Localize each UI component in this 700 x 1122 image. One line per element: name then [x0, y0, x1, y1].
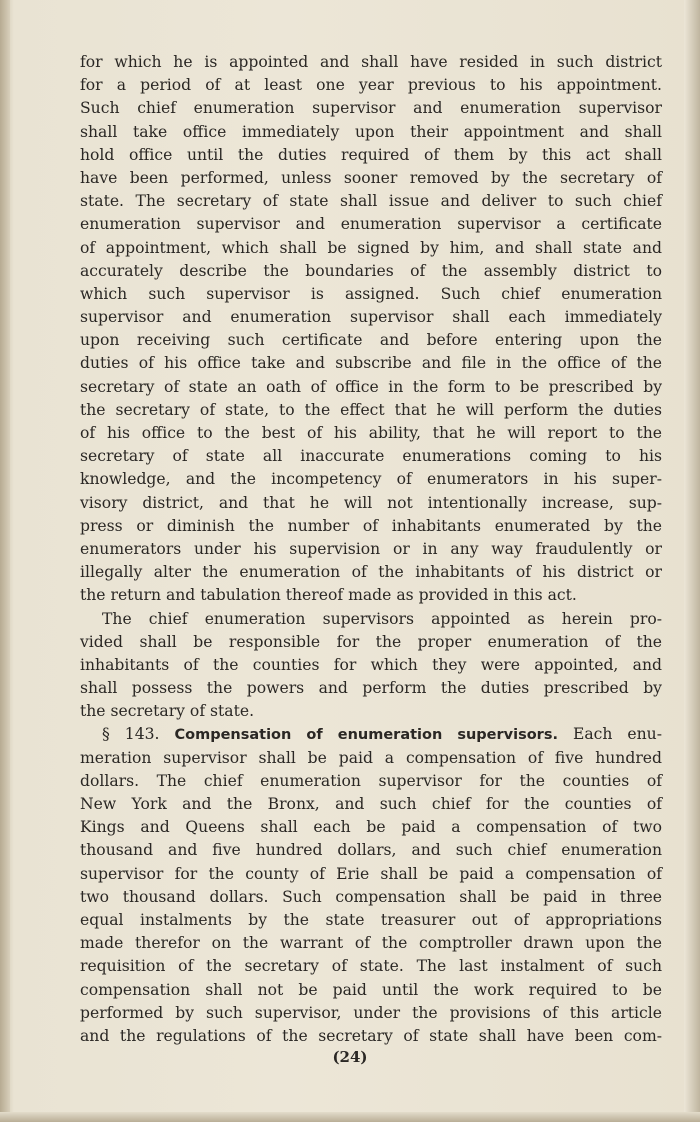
- text-line: performed by such supervisor, under the provisions of this article: [80, 1003, 662, 1022]
- text-line: enumeration supervisor and enumeration supervisor a certificate: [80, 215, 662, 234]
- page-edge-right: [684, 0, 700, 1122]
- text-line: secretary of state all inaccurate enumerations coming to his: [80, 447, 662, 466]
- text-line: the return and tabulation thereof made as provided in this act.: [80, 586, 577, 605]
- text-line: equal instalments by the state treasurer out of appropriations: [80, 910, 662, 929]
- text-line: New York and the Bronx, and such chief for the counties of: [80, 795, 662, 813]
- body-text: [80, 51, 662, 1048]
- text-line: knowledge, and the incompetency of enumerators in his super-: [80, 470, 662, 489]
- text-line: which such supervisor is assigned. Such chief enumeration: [80, 284, 662, 303]
- text-line: enumerators under his supervision or in any way fraudulently or: [80, 539, 662, 558]
- text-line: accurately describe the boundaries of the assembly district to: [80, 261, 662, 280]
- text-line: Such chief enumeration supervisor and enumeration supervisor: [80, 99, 662, 118]
- text-line: of his office to the best of his ability, that he will report to the: [80, 424, 662, 442]
- text-line: have been performed, unless sooner removed by the secretary of: [80, 168, 662, 187]
- text-line: duties of his office take and subscribe and file in the office of the: [80, 354, 662, 373]
- text-line: vided shall be responsible for the proper enumeration of the: [80, 632, 662, 651]
- text-line: inhabitants of the counties for which they were appointed, and: [80, 655, 662, 674]
- text-line: two thousand dollars. Such compensation shall be paid in three: [80, 887, 662, 906]
- text-line: supervisor and enumeration supervisor shall each immediately: [80, 308, 662, 327]
- text-line: secretary of state an oath of office in the form to be prescribed by: [80, 377, 662, 396]
- section-number: § 143.: [102, 725, 160, 744]
- page-edge-bottom: [0, 1112, 700, 1122]
- text-line: the secretary of state.: [80, 702, 255, 721]
- text-line: shall possess the powers and perform the duties prescribed by: [80, 679, 662, 698]
- page-edge-left: [0, 0, 10, 1122]
- text-line: press or diminish the number of inhabitants enumerated by the: [80, 516, 662, 535]
- text-line: The chief enumeration supervisors appointed as herein pro-: [102, 609, 662, 628]
- text-line: hold office until the duties required of them by this act shall: [80, 145, 662, 164]
- text-line: for a period of at least one year previous to his appointment.: [80, 76, 662, 95]
- text-line: meration supervisor shall be paid a compensation of five hundred: [80, 748, 662, 767]
- text-line: thousand and five hundred dollars, and such chief enumeration: [80, 841, 662, 860]
- page-number: (24): [332, 1048, 368, 1066]
- text-line: made therefor on the warrant of the comptroller drawn upon the: [80, 934, 662, 953]
- text-line: for which he is appointed and shall have resided in such district: [80, 53, 662, 71]
- text-line: state. The secretary of state shall issue and deliver to such chief: [80, 192, 662, 211]
- section-first-line-rest: Each enu-: [572, 725, 662, 744]
- text-line: upon receiving such certificate and before entering upon the: [80, 331, 662, 350]
- text-line: Kings and Queens shall each be paid a compensation of two: [80, 818, 662, 837]
- text-line: supervisor for the county of Erie shall be paid a compensation of: [80, 864, 662, 883]
- text-line: of appointment, which shall be signed by him, and shall state and: [80, 238, 662, 257]
- section-title: Compensation of enumeration supervisors.: [174, 727, 558, 744]
- section-heading-line: [80, 723, 662, 746]
- text-line: the secretary of state, to the effect that he will perform the duties: [80, 400, 662, 419]
- text-line: requisition of the secretary of state. The last instalment of such: [80, 957, 662, 976]
- text-line: visory district, and that he will not intentionally increase, sup-: [80, 493, 662, 512]
- text-line: and the regulations of the secretary of state shall have been com-: [80, 1026, 662, 1045]
- text-line: compensation shall not be paid until the work required to be: [80, 980, 662, 999]
- text-line: shall take office immediately upon their appointment and shall: [80, 122, 662, 141]
- text-line: illegally alter the enumeration of the inhabitants of his district or: [80, 563, 662, 582]
- text-line: dollars. The chief enumeration supervisor for the counties of: [80, 771, 662, 790]
